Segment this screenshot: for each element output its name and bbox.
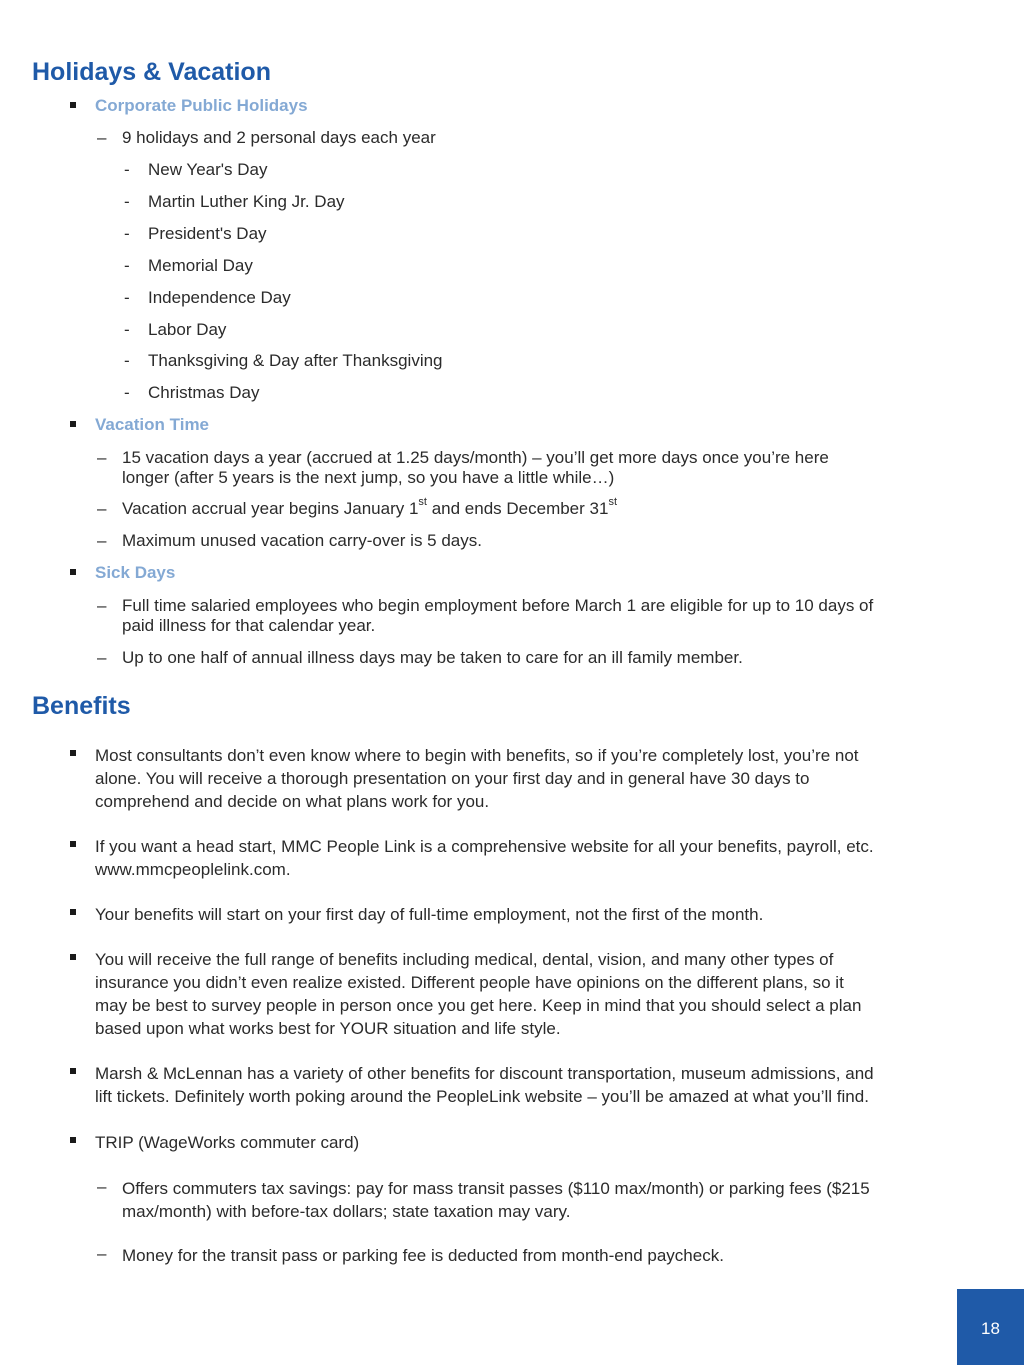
dash-icon: – (97, 1244, 107, 1263)
benefit-item-line: insurance you didn’t even realize existed. Different people have opinions on the different plans, so it (95, 973, 844, 992)
bullet-icon (70, 909, 76, 915)
subheading-vacation-time: Vacation Time (95, 415, 210, 434)
holiday-item: Independence Day (148, 288, 291, 307)
subheading-sick-days: Sick Days (95, 563, 176, 582)
benefit-item-line: If you want a head start, MMC People Link is a comprehensive website for all your benefits, payroll, etc. (95, 837, 874, 856)
benefit-item (95, 1131, 995, 1154)
benefit-item (95, 903, 995, 926)
dash-icon: – (97, 499, 107, 518)
sick-item-line: paid illness for that calendar year. (122, 616, 376, 635)
dash-icon: – (97, 648, 107, 667)
sick-item (122, 596, 1002, 636)
bullet-icon (70, 1137, 76, 1143)
hyphen-icon: - (124, 192, 130, 211)
hyphen-icon: - (124, 288, 130, 307)
dash-icon: – (97, 1177, 107, 1196)
benefit-item-line: lift tickets. Definitely worth poking around the PeopleLink website – you’ll be amazed at what you’ll find. (95, 1087, 869, 1106)
dash-icon: – (97, 531, 107, 550)
vacation-item-line: longer (after 5 years is the next jump, so you have a little while…) (122, 468, 615, 487)
vacation-accrual-item (122, 496, 617, 519)
holiday-item: Martin Luther King Jr. Day (148, 192, 345, 211)
trip-subitem (122, 1244, 1002, 1267)
page-number-box (957, 1289, 1024, 1365)
superscript: st (608, 496, 617, 508)
trip-subitem (122, 1177, 1002, 1223)
holiday-item: Thanksgiving & Day after Thanksgiving (148, 351, 443, 370)
benefit-item-line: You will receive the full range of benefits including medical, dental, vision, and many other types of (95, 950, 834, 969)
benefit-item-line: may be best to survey people in person once you get here. Keep in mind that you should select a plan (95, 996, 862, 1015)
dash-icon: – (97, 448, 107, 467)
hyphen-icon: - (124, 160, 130, 179)
hyphen-icon: - (124, 383, 130, 402)
vacation-item (122, 448, 982, 488)
hyphen-icon: - (124, 224, 130, 243)
benefit-item (95, 744, 995, 813)
vacation-accrual-text-a: Vacation accrual year begins January 1 (122, 499, 419, 518)
superscript: st (418, 496, 427, 508)
dash-icon: – (97, 128, 107, 147)
vacation-accrual-text-b: and ends December 31 (426, 499, 609, 518)
section-title-benefits: Benefits (32, 692, 131, 720)
sick-item: Up to one half of annual illness days may be taken to care for an ill family member. (122, 648, 743, 667)
holiday-item: New Year's Day (148, 160, 268, 179)
holiday-item: Labor Day (148, 320, 227, 339)
holiday-item: President's Day (148, 224, 267, 243)
benefit-item (95, 948, 995, 1040)
bullet-icon (70, 1068, 76, 1074)
benefit-item-line: alone. You will receive a thorough presentation on your first day and in general have 30 days to (95, 769, 810, 788)
bullet-icon (70, 954, 76, 960)
bullet-icon (70, 569, 76, 575)
trip-subitem-line: Offers commuters tax savings: pay for mass transit passes ($110 max/month) or parking fees ($215 (122, 1179, 870, 1198)
benefit-item-line: based upon what works best for YOUR situation and life style. (95, 1019, 561, 1038)
bullet-icon (70, 841, 76, 847)
benefit-item-line: www.mmcpeoplelink.com. (95, 860, 291, 879)
holiday-item: Memorial Day (148, 256, 253, 275)
trip-subitem-line: max/month) with before-tax dollars; state taxation may vary. (122, 1202, 571, 1221)
page-number: 18 (981, 1319, 1000, 1338)
section-title-holidays: Holidays & Vacation (32, 58, 271, 86)
benefit-item-line: Your benefits will start on your first day of full-time employment, not the first of the month. (95, 905, 764, 924)
sick-item-line: Full time salaried employees who begin employment before March 1 are eligible for up to 10 days of (122, 596, 874, 615)
benefit-item-line: comprehend and decide on what plans work for you. (95, 792, 490, 811)
trip-subitem-line: Money for the transit pass or parking fee is deducted from month-end paycheck. (122, 1246, 724, 1265)
holidays-summary: 9 holidays and 2 personal days each year (122, 128, 436, 147)
bullet-icon (70, 421, 76, 427)
hyphen-icon: - (124, 351, 130, 370)
vacation-item-line: 15 vacation days a year (accrued at 1.25 days/month) – you’ll get more days once you’re here (122, 448, 829, 467)
benefit-item (95, 1062, 995, 1108)
subheading-public-holidays: Corporate Public Holidays (95, 96, 308, 115)
benefit-item (95, 835, 995, 881)
bullet-icon (70, 102, 76, 108)
vacation-carryover-item: Maximum unused vacation carry-over is 5 days. (122, 531, 482, 550)
benefit-item-line: TRIP (WageWorks commuter card) (95, 1133, 360, 1152)
holiday-item: Christmas Day (148, 383, 260, 402)
benefit-item-line: Most consultants don’t even know where to begin with benefits, so if you’re completely lost, you’re not (95, 746, 859, 765)
hyphen-icon: - (124, 256, 130, 275)
hyphen-icon: - (124, 320, 130, 339)
benefit-item-line: Marsh & McLennan has a variety of other benefits for discount transportation, museum admissions, and (95, 1064, 874, 1083)
bullet-icon (70, 750, 76, 756)
dash-icon: – (97, 596, 107, 615)
